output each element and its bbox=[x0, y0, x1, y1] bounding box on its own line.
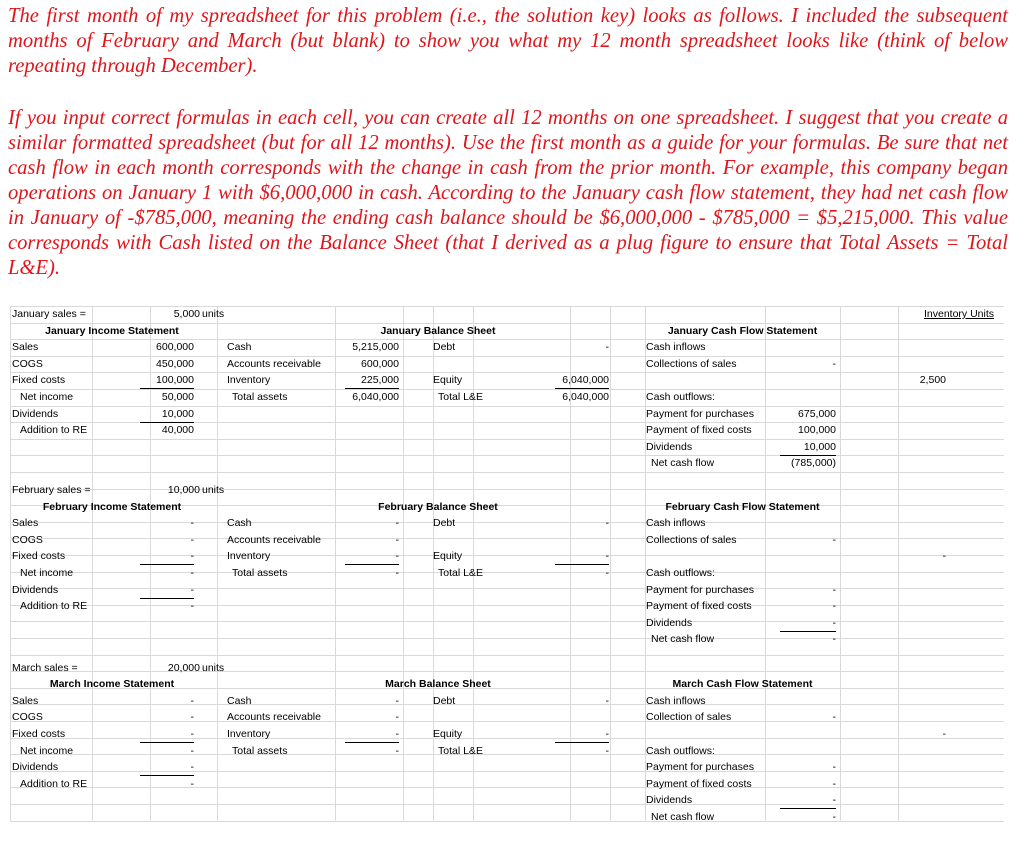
asset-label[interactable]: Cash bbox=[227, 694, 252, 707]
asset-label[interactable]: Accounts receivable bbox=[227, 357, 321, 370]
cash-flow-row-label[interactable]: Payment for purchases bbox=[646, 761, 754, 774]
sales-label[interactable]: March sales = bbox=[12, 661, 78, 674]
cash-flow-row-label[interactable]: Net cash flow bbox=[651, 810, 715, 823]
cash-flow-row-label[interactable]: Payment for purchases bbox=[646, 583, 754, 596]
asset-value[interactable]: - bbox=[395, 517, 399, 530]
intro-paragraph-1: The first month of my spreadsheet for this problem (i.e., the solution key) looks as follows. I included the subsequent months of February and March (but blank) to show you what my 12 month spreadsheet looks like (think of below repeating through December). bbox=[8, 5, 1008, 77]
cash-flow-row-value[interactable]: - bbox=[832, 583, 836, 596]
income-row-label[interactable]: Addition to RE bbox=[20, 777, 88, 790]
income-row-label[interactable]: COGS bbox=[12, 357, 43, 370]
cash-flow-row-label[interactable]: Dividends bbox=[646, 794, 693, 807]
asset-label[interactable]: Accounts receivable bbox=[227, 533, 321, 546]
inventory-units-value[interactable]: - bbox=[942, 550, 946, 563]
liability-equity-value[interactable]: - bbox=[555, 548, 609, 565]
income-row-label[interactable]: Net income bbox=[20, 566, 74, 579]
cash-flow-row-value[interactable]: - bbox=[832, 761, 836, 774]
cash-flow-row-value[interactable]: - bbox=[832, 633, 836, 646]
liability-equity-label[interactable]: Debt bbox=[433, 694, 456, 707]
asset-value[interactable]: - bbox=[345, 726, 399, 743]
sales-label[interactable]: January sales = bbox=[12, 308, 86, 320]
income-row-value[interactable]: 450,000 bbox=[156, 357, 194, 370]
cash-flow-title[interactable]: March Cash Flow Statement bbox=[672, 678, 813, 691]
cash-flow-row-label[interactable]: Payment of fixed costs bbox=[646, 600, 752, 613]
asset-label[interactable]: Total assets bbox=[232, 566, 288, 579]
cash-outflows-label[interactable]: Cash outflows: bbox=[646, 744, 715, 757]
cash-flow-row-label[interactable]: Payment of fixed costs bbox=[646, 424, 752, 437]
asset-label[interactable]: Inventory bbox=[227, 727, 271, 740]
asset-value[interactable]: - bbox=[395, 711, 399, 724]
liability-equity-value[interactable]: - bbox=[605, 694, 609, 707]
cash-flow-row-label[interactable]: Net cash flow bbox=[651, 457, 715, 470]
units-label[interactable]: units bbox=[202, 661, 225, 674]
income-row-label[interactable]: Sales bbox=[12, 341, 39, 354]
liability-equity-value[interactable]: - bbox=[555, 726, 609, 743]
cash-flow-row-label[interactable]: Dividends bbox=[646, 440, 693, 453]
income-row-label[interactable]: Addition to RE bbox=[20, 600, 88, 613]
asset-label[interactable]: Cash bbox=[227, 517, 252, 530]
income-row-label[interactable]: Fixed costs bbox=[12, 550, 66, 563]
income-row-value[interactable]: - bbox=[190, 744, 194, 757]
inventory-units-value[interactable]: - bbox=[942, 727, 946, 740]
income-statement-title[interactable]: February Income Statement bbox=[42, 500, 182, 513]
balance-sheet-title[interactable]: January Balance Sheet bbox=[380, 324, 496, 337]
inventory-units-header[interactable]: Inventory Units bbox=[923, 308, 994, 320]
income-statement-title[interactable]: March Income Statement bbox=[49, 678, 175, 691]
liability-equity-value[interactable]: 6,040,000 bbox=[562, 391, 609, 403]
asset-value[interactable]: - bbox=[395, 744, 399, 757]
income-row-label[interactable]: Addition to RE bbox=[20, 424, 88, 437]
income-row-value[interactable]: - bbox=[140, 759, 194, 776]
cash-flow-title[interactable]: February Cash Flow Statement bbox=[665, 500, 820, 513]
income-row-label[interactable]: COGS bbox=[12, 533, 43, 546]
collections-value[interactable]: - bbox=[832, 357, 836, 370]
sales-units-value[interactable]: 20,000 bbox=[167, 661, 200, 674]
collections-value[interactable]: - bbox=[832, 533, 836, 546]
liability-equity-label[interactable]: Total L&E bbox=[438, 391, 483, 403]
income-row-value[interactable]: - bbox=[190, 533, 194, 546]
cash-flow-row-value[interactable]: 675,000 bbox=[798, 407, 836, 420]
asset-value[interactable]: - bbox=[395, 533, 399, 546]
liability-equity-label[interactable]: Equity bbox=[433, 550, 463, 563]
liability-equity-label[interactable]: Debt bbox=[433, 517, 456, 530]
cash-flow-row-label[interactable]: Payment for purchases bbox=[646, 407, 754, 420]
income-row-value[interactable]: - bbox=[190, 600, 194, 613]
cash-outflows-label[interactable]: Cash outflows: bbox=[646, 566, 715, 579]
income-row-value[interactable]: 100,000 bbox=[140, 372, 194, 389]
units-label[interactable]: units bbox=[202, 308, 225, 320]
income-row-value[interactable]: 40,000 bbox=[161, 424, 194, 437]
asset-label[interactable]: Inventory bbox=[227, 550, 271, 563]
income-row-label[interactable]: Fixed costs bbox=[12, 727, 66, 740]
income-row-value[interactable]: - bbox=[140, 582, 194, 599]
liability-equity-value[interactable]: - bbox=[605, 744, 609, 757]
liability-equity-label[interactable]: Equity bbox=[433, 727, 463, 740]
cash-flow-row-label[interactable]: Dividends bbox=[646, 616, 693, 629]
income-row-value[interactable]: - bbox=[190, 694, 194, 707]
liability-equity-label[interactable]: Total L&E bbox=[438, 566, 483, 579]
income-row-value[interactable]: - bbox=[140, 548, 194, 565]
cash-flow-row-value[interactable]: 100,000 bbox=[798, 424, 836, 437]
asset-value[interactable]: - bbox=[395, 694, 399, 707]
cash-flow-row-value[interactable]: - bbox=[832, 600, 836, 613]
cash-flow-row-value[interactable]: - bbox=[780, 792, 836, 809]
cash-inflows-label[interactable]: Cash inflows bbox=[646, 694, 706, 707]
income-row-label[interactable]: Dividends bbox=[12, 761, 59, 774]
balance-sheet-title[interactable]: February Balance Sheet bbox=[378, 500, 498, 513]
income-row-value[interactable]: - bbox=[190, 777, 194, 790]
income-row-label[interactable]: Dividends bbox=[12, 407, 59, 420]
income-row-value[interactable]: - bbox=[190, 517, 194, 530]
units-label[interactable]: units bbox=[202, 483, 225, 496]
liability-equity-value[interactable]: - bbox=[605, 341, 609, 354]
income-row-value[interactable]: - bbox=[190, 566, 194, 579]
cash-inflows-label[interactable]: Cash inflows bbox=[646, 341, 706, 354]
liability-equity-value[interactable]: - bbox=[605, 517, 609, 530]
income-row-value[interactable]: - bbox=[190, 711, 194, 724]
cash-outflows-label[interactable]: Cash outflows: bbox=[646, 391, 715, 403]
sales-label[interactable]: February sales = bbox=[12, 483, 91, 496]
cash-flow-title[interactable]: January Cash Flow Statement bbox=[667, 324, 818, 337]
cash-flow-row-value[interactable]: - bbox=[780, 615, 836, 632]
income-row-label[interactable]: Sales bbox=[12, 694, 39, 707]
cash-flow-row-value[interactable]: 10,000 bbox=[780, 439, 836, 456]
cash-flow-row-label[interactable]: Net cash flow bbox=[651, 633, 715, 646]
income-row-label[interactable]: Net income bbox=[20, 391, 74, 403]
liability-equity-label[interactable]: Total L&E bbox=[438, 744, 483, 757]
cash-flow-row-value[interactable]: - bbox=[832, 777, 836, 790]
asset-label[interactable]: Cash bbox=[227, 341, 252, 354]
spreadsheet bbox=[10, 306, 1004, 826]
asset-value[interactable]: 225,000 bbox=[345, 372, 399, 389]
income-row-label[interactable]: Fixed costs bbox=[12, 374, 66, 387]
asset-value[interactable]: 6,040,000 bbox=[352, 391, 399, 403]
income-row-value[interactable]: 50,000 bbox=[161, 391, 194, 403]
liability-equity-label[interactable]: Debt bbox=[433, 341, 456, 354]
sales-units-value[interactable]: 10,000 bbox=[167, 483, 200, 496]
inventory-units-value[interactable]: 2,500 bbox=[919, 374, 946, 387]
intro-paragraph-2: If you input correct formulas in each cell, you can create all 12 months on one spreadsheet. I suggest that you create a similar formatted spreadsheet (but for all 12 months). Use the first month as a guide for your formulas. Be sure that net cash flow in each month corresponds with the change in cash from the prior month. For example, this company began operations on January 1 with $6,000,000 in cash. According to the January cash flow statement, they had net cash flow in January of -$785,000, meaning the ending cash balance should be $6,000,000 - $785,000 = $5,215,000. This value corresponds with Cash listed on the Balance Sheet (that I derived as a plug figure to ensure that Total Assets = Total L&E). bbox=[8, 107, 1008, 279]
collections-label[interactable]: Collections of sales bbox=[646, 533, 737, 546]
asset-value[interactable]: 5,215,000 bbox=[352, 341, 399, 354]
liability-equity-label[interactable]: Equity bbox=[433, 374, 463, 387]
liability-equity-value[interactable]: - bbox=[605, 566, 609, 579]
income-row-value[interactable]: 10,000 bbox=[140, 406, 194, 423]
liability-equity-value[interactable]: 6,040,000 bbox=[555, 372, 609, 389]
balance-sheet-title[interactable]: March Balance Sheet bbox=[385, 678, 491, 691]
income-row-value[interactable]: - bbox=[140, 726, 194, 743]
income-statement-title[interactable]: January Income Statement bbox=[45, 324, 179, 337]
income-row-label[interactable]: Net income bbox=[20, 744, 74, 757]
asset-value[interactable]: - bbox=[395, 566, 399, 579]
asset-value[interactable]: 600,000 bbox=[361, 357, 399, 370]
cash-flow-row-label[interactable]: Payment of fixed costs bbox=[646, 777, 752, 790]
asset-value[interactable]: - bbox=[345, 548, 399, 565]
income-row-label[interactable]: Dividends bbox=[12, 583, 59, 596]
collections-label[interactable]: Collection of sales bbox=[646, 711, 732, 724]
sales-units-value[interactable]: 5,000 bbox=[173, 308, 200, 320]
cash-flow-row-value[interactable]: (785,000) bbox=[791, 457, 836, 470]
collections-label[interactable]: Collections of sales bbox=[646, 357, 737, 370]
asset-label[interactable]: Inventory bbox=[227, 374, 271, 387]
asset-label[interactable]: Total assets bbox=[232, 391, 288, 403]
cash-flow-row-value[interactable]: - bbox=[832, 810, 836, 823]
income-row-value[interactable]: 600,000 bbox=[156, 341, 194, 354]
asset-label[interactable]: Accounts receivable bbox=[227, 711, 321, 724]
collections-value[interactable]: - bbox=[832, 711, 836, 724]
cash-inflows-label[interactable]: Cash inflows bbox=[646, 517, 706, 530]
income-row-label[interactable]: COGS bbox=[12, 711, 43, 724]
asset-label[interactable]: Total assets bbox=[232, 744, 288, 757]
income-row-label[interactable]: Sales bbox=[12, 517, 39, 530]
